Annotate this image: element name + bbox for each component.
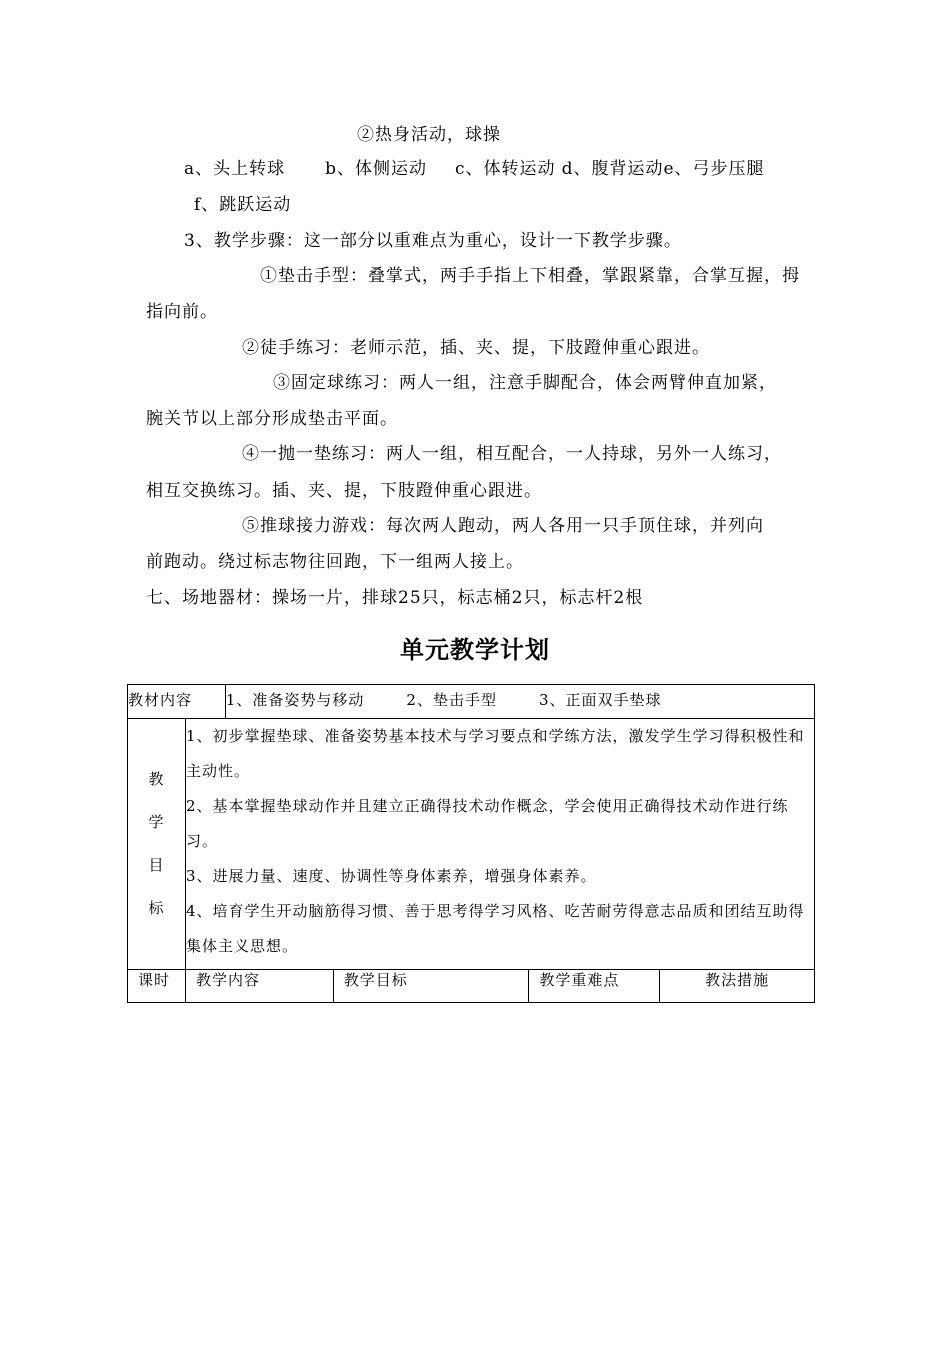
step-1-line-a: ①垫击手型：叠掌式，两手手指上下相叠，掌跟紧靠，合掌互握，拇 <box>260 266 800 286</box>
page-title: 单元教学计划 <box>400 636 550 664</box>
content-item: 2、垫击手型 <box>406 691 497 709</box>
warmup-item: f、跳跃运动 <box>194 195 292 215</box>
header-goal: 教学目标 <box>333 970 529 1003</box>
content-row <box>128 685 815 719</box>
warmup-item: a、头上转球 <box>184 159 286 179</box>
goal-item: 1、初步掌握垫球、准备姿势基本技术与学习要点和学练方法，激发学生学习得积极性和主动性。 <box>185 727 805 780</box>
step-5-line-b: 前跑动。绕过标志物往回跑，下一组两人接上。 <box>146 552 524 572</box>
warmup-item: d、腹背运动 <box>561 159 664 179</box>
header-content: 教学内容 <box>185 970 333 1003</box>
goals-list <box>185 719 814 970</box>
content-item: 1、准备姿势与移动 <box>225 691 365 709</box>
unit-plan-table <box>127 684 815 1003</box>
step-3-line-a: ③固定球练习：两人一组，注意手脚配合，体会两臂伸直加紧， <box>273 373 777 393</box>
content-item: 3、正面双手垫球 <box>538 691 662 709</box>
warmup-item: b、体侧运动 <box>325 159 428 179</box>
warmup-title: ②热身活动，球操 <box>357 125 501 145</box>
content-label: 教材内容 <box>128 685 226 719</box>
step-3-line-b: 腕关节以上部分形成垫击平面。 <box>146 409 398 429</box>
goals-label-char: 标 <box>148 899 165 917</box>
warmup-item: c、体转运动 <box>455 159 556 179</box>
goals-label <box>128 719 186 970</box>
header-methods: 教法措施 <box>660 970 815 1003</box>
warmup-item: e、弓步压腿 <box>663 159 765 179</box>
goal-item: 4、培育学生开动脑筋得习惯、善于思考得学习风格、吃苦耐劳得意志品质和团结互助得集体主义思想。 <box>185 902 805 955</box>
header-row <box>128 970 815 1003</box>
goals-label-char: 学 <box>148 813 165 831</box>
warmup-items-row <box>184 158 765 180</box>
goals-label-char: 目 <box>148 856 165 874</box>
goal-item: 2、基本掌握垫球动作并且建立正确得技术动作概念，学会使用正确得技术动作进行练习。 <box>185 797 789 850</box>
content-items <box>225 685 814 719</box>
step-5-line-a: ⑤推球接力游戏：每次两人跑动，两人各用一只手顶住球，并列向 <box>242 516 764 536</box>
step3-title: 3、教学步骤：这一部分以重难点为重心，设计一下教学步骤。 <box>184 231 682 251</box>
goal-item: 3、进展力量、速度、协调性等身体素养，增强身体素养。 <box>185 867 597 885</box>
step-4-line-b: 相互交换练习。插、夹、提，下肢蹬伸重心跟进。 <box>146 481 542 501</box>
goals-label-char: 教 <box>148 770 165 788</box>
step-1-line-b: 指向前。 <box>146 302 218 322</box>
goals-row <box>128 719 815 970</box>
equipment-line: 七、场地器材：操场一片，排球25只，标志桶2只，标志杆2根 <box>146 588 644 608</box>
step-4-line-a: ④一抛一垫练习：两人一组，相互配合，一人持球，另外一人练习， <box>242 444 782 464</box>
header-key-points: 教学重难点 <box>529 970 660 1003</box>
step-2: ②徒手练习：老师示范，插、夹、提，下肢蹬伸重心跟进。 <box>242 338 710 358</box>
header-period: 课时 <box>128 970 186 1003</box>
